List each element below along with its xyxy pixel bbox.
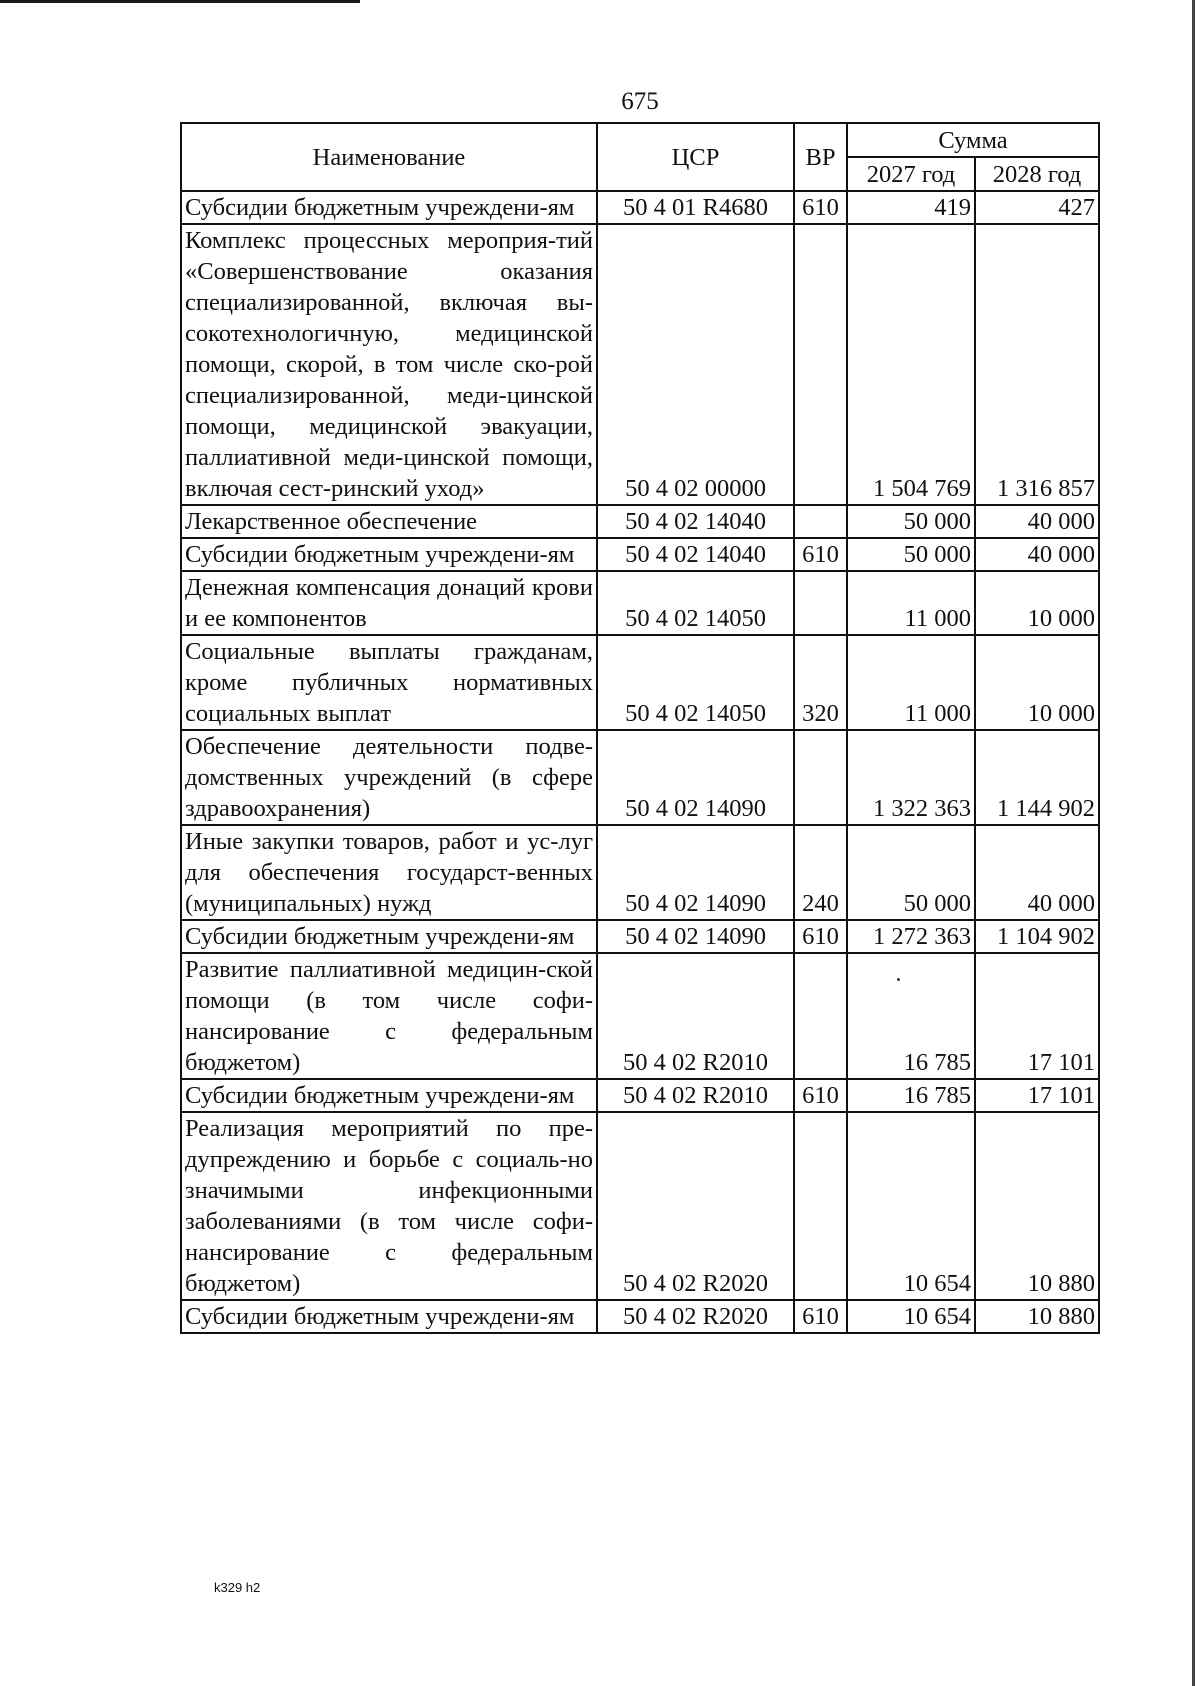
row-2028-cell: 40 000 [975, 538, 1099, 571]
row-csr-cell: 50 4 02 14040 [597, 505, 794, 538]
row-name-cell: Социальные выплаты гражданам, кроме публичных нормативных социальных выплат [181, 635, 597, 730]
row-csr-cell: 50 4 02 R2020 [597, 1300, 794, 1333]
col-header-sum: Сумма [847, 123, 1099, 157]
row-name-cell: Субсидии бюджетным учреждени-ям [181, 1079, 597, 1112]
row-csr-cell: 50 4 02 14050 [597, 571, 794, 635]
row-vr-cell: 320 [794, 635, 847, 730]
row-name-cell: Лекарственное обеспечение [181, 505, 597, 538]
row-2028-cell: 17 101 [975, 953, 1099, 1079]
row-name-cell: Денежная компенсация донаций крови и ее компонентов [181, 571, 597, 635]
row-2028-cell: 10 880 [975, 1300, 1099, 1333]
row-vr-cell: 610 [794, 191, 847, 224]
row-vr-cell: 240 [794, 825, 847, 920]
row-2027-cell: 1 322 363 [847, 730, 975, 825]
row-name-cell: Развитие паллиативной медицин-ской помощи (в том числе софи-нансирование с федеральным бюджетом) [181, 953, 597, 1079]
row-2027-cell: 1 272 363 [847, 920, 975, 953]
row-vr-cell [794, 730, 847, 825]
row-vr-cell [794, 953, 847, 1079]
table-header [181, 123, 1099, 191]
row-name-cell: Субсидии бюджетным учреждени-ям [181, 920, 597, 953]
row-vr-cell [794, 571, 847, 635]
row-2028-cell: 1 316 857 [975, 224, 1099, 505]
row-2028-cell: 1 104 902 [975, 920, 1099, 953]
table-row [181, 1079, 1099, 1112]
scan-edge-top-left [0, 0, 360, 3]
col-header-name: Наименование [181, 123, 597, 191]
table-row [181, 730, 1099, 825]
row-vr-cell: 610 [794, 1300, 847, 1333]
row-name-cell: Субсидии бюджетным учреждени-ям [181, 538, 597, 571]
row-2027-cell: 11 000 [847, 571, 975, 635]
row-csr-cell: 50 4 02 14050 [597, 635, 794, 730]
table-row [181, 635, 1099, 730]
col-header-2027: 2027 год [847, 157, 975, 191]
row-2028-cell: 1 144 902 [975, 730, 1099, 825]
table-row [181, 538, 1099, 571]
table-row [181, 953, 1099, 1079]
table-row [181, 571, 1099, 635]
row-csr-cell: 50 4 02 00000 [597, 224, 794, 505]
row-vr-cell: 610 [794, 920, 847, 953]
col-header-2028: 2028 год [975, 157, 1099, 191]
table-row [181, 1300, 1099, 1333]
table-row [181, 825, 1099, 920]
footer-code: k329 h2 [214, 1580, 261, 1595]
row-2027-cell: 10 654 [847, 1300, 975, 1333]
row-csr-cell: 50 4 02 14040 [597, 538, 794, 571]
row-name-cell: Обеспечение деятельности подве-домственных учреждений (в сфере здравоохранения) [181, 730, 597, 825]
row-2028-cell: 10 880 [975, 1112, 1099, 1300]
table-body [181, 191, 1099, 1333]
scan-edge-right [1192, 0, 1195, 1686]
row-name-cell: Субсидии бюджетным учреждени-ям [181, 1300, 597, 1333]
row-name-cell: Реализация мероприятий по пре-дупреждению и борьбе с социаль-но значимыми инфекционными заболеваниями (в том числе софи-нансирование с федеральным бюджетом) [181, 1112, 597, 1300]
table-row [181, 505, 1099, 538]
row-2028-cell: 10 000 [975, 571, 1099, 635]
row-2027-cell: 16 785 [847, 1079, 975, 1112]
row-vr-cell [794, 1112, 847, 1300]
row-csr-cell: 50 4 02 R2020 [597, 1112, 794, 1300]
row-2028-cell: 10 000 [975, 635, 1099, 730]
row-csr-cell: 50 4 02 14090 [597, 920, 794, 953]
row-2027-cell: 50 000 [847, 825, 975, 920]
col-header-vr: ВР [794, 123, 847, 191]
table-row [181, 920, 1099, 953]
row-2027-cell: 11 000 [847, 635, 975, 730]
budget-table [180, 122, 1100, 1334]
page-number: 675 [621, 88, 659, 115]
table-row [181, 191, 1099, 224]
row-2027-cell: 50 000 [847, 505, 975, 538]
row-csr-cell: 50 4 02 14090 [597, 730, 794, 825]
row-name-cell: Субсидии бюджетным учреждени-ям [181, 191, 597, 224]
col-header-csr: ЦСР [597, 123, 794, 191]
row-vr-cell [794, 505, 847, 538]
table-row [181, 224, 1099, 505]
row-vr-cell: 610 [794, 538, 847, 571]
row-2028-cell: 40 000 [975, 505, 1099, 538]
row-csr-cell: 50 4 02 14090 [597, 825, 794, 920]
row-name-cell: Иные закупки товаров, работ и ус-луг для обеспечения государст-венных (муниципальных) нужд [181, 825, 597, 920]
row-vr-cell [794, 224, 847, 505]
row-vr-cell: 610 [794, 1079, 847, 1112]
row-2028-cell: 40 000 [975, 825, 1099, 920]
row-csr-cell: 50 4 02 R2010 [597, 1079, 794, 1112]
row-2027-cell: 1 504 769 [847, 224, 975, 505]
row-2027-cell: 419 [847, 191, 975, 224]
row-csr-cell: 50 4 01 R4680 [597, 191, 794, 224]
row-name-cell: Комплекс процессных мероприя-тий «Совершенствование оказания специализированной, включая вы-сокотехнологичную, медицинской помощи, скорой, в том числе ско-рой специализированной, меди-цинской помощи, медицинской эвакуации, паллиативной меди-цинской помощи, включая сест-ринский уход» [181, 224, 597, 505]
row-2027-cell: 10 654 [847, 1112, 975, 1300]
row-2027-cell: 16 785 [847, 953, 975, 1079]
row-2028-cell: 427 [975, 191, 1099, 224]
row-csr-cell: 50 4 02 R2010 [597, 953, 794, 1079]
table-row [181, 1112, 1099, 1300]
row-2027-cell: 50 000 [847, 538, 975, 571]
row-2028-cell: 17 101 [975, 1079, 1099, 1112]
